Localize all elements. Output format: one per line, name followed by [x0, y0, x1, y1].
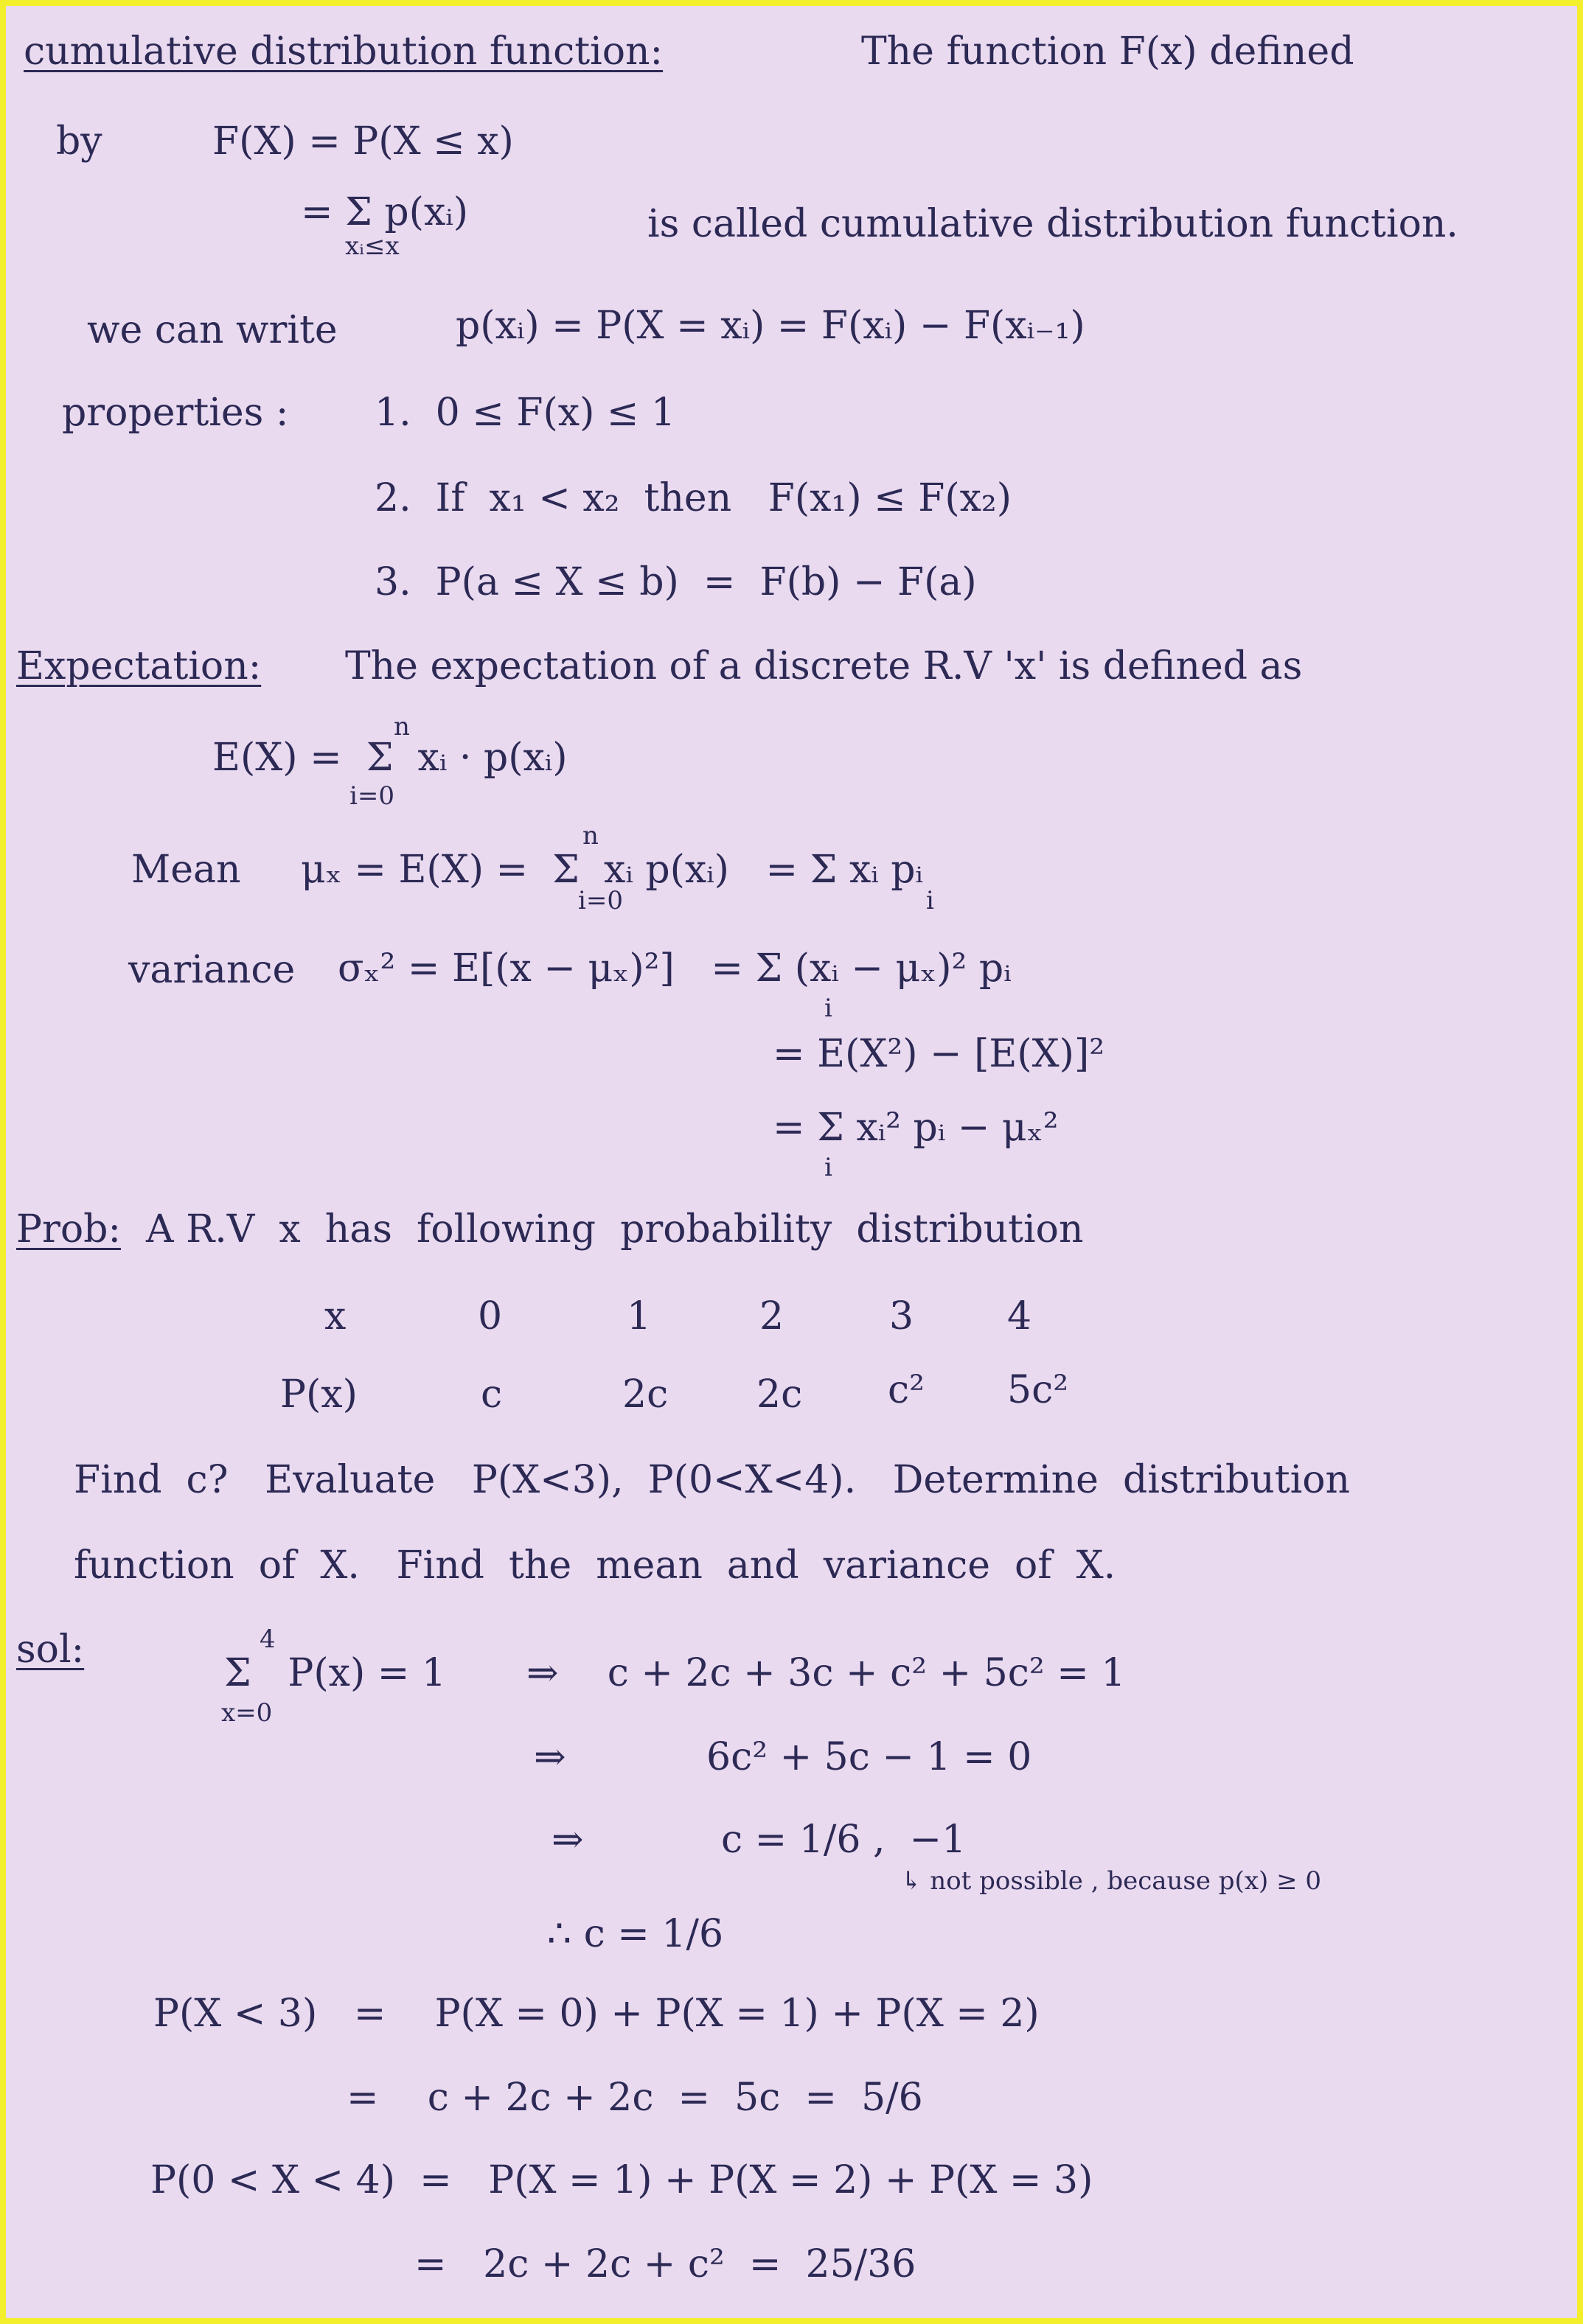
- table-p-value: c²: [888, 1368, 925, 1412]
- expectation-sum-upper: n: [394, 712, 410, 741]
- solution-step-2-arrow: ⇒: [534, 1735, 566, 1779]
- variance-sum-lower-1: i: [824, 994, 832, 1023]
- expectation-formula: E(X) = Σ xᵢ · p(xᵢ): [212, 736, 568, 780]
- properties-label: properties :: [62, 391, 289, 435]
- property-1: 1. 0 ≤ F(x) ≤ 1: [375, 391, 676, 435]
- mean-label: Mean: [131, 848, 241, 892]
- expectation-definition: The expectation of a discrete R.V 'x' is defined as: [345, 644, 1303, 688]
- variance-sum-lower-3: i: [824, 1153, 832, 1182]
- mean-sum-upper: n: [582, 821, 599, 851]
- variance-formula-2: = E(X²) − [E(X)]²: [773, 1032, 1105, 1076]
- p-0-x-4-line-1: P(0 < X < 4) = P(X = 1) + P(X = 2) + P(X = 3): [150, 2158, 1093, 2202]
- cdf-by: by: [56, 119, 102, 164]
- table-p-label: P(x): [280, 1372, 358, 1417]
- cdf-heading: cumulative distribution function:: [24, 29, 664, 74]
- find-line-2: function of X. Find the mean and variance of X.: [74, 1543, 1116, 1588]
- table-p-value: c: [481, 1372, 503, 1417]
- find-line-1: Find c? Evaluate P(X<3), P(0<X<4). Determine distribution: [74, 1458, 1351, 1502]
- property-3: 3. P(a ≤ X ≤ b) = F(b) − F(a): [375, 560, 977, 604]
- table-p-value: 2c: [622, 1372, 669, 1417]
- table-x-label: x: [324, 1294, 347, 1339]
- solution-sum: Σ P(x) = 1: [224, 1651, 446, 1695]
- mean-sum-lower: i=0: [578, 886, 623, 915]
- cdf-def-line2: = Σ p(xᵢ): [301, 190, 469, 234]
- cdf-def-line1: F(X) = P(X ≤ x): [212, 119, 514, 164]
- table-p-value: 2c: [756, 1372, 803, 1417]
- cdf-intro: The function F(x) defined: [861, 29, 1354, 74]
- table-p-value: 5c²: [1007, 1368, 1069, 1412]
- solution-step-3: c = 1/6 , −1: [721, 1818, 967, 1862]
- solution-c-value: ∴ c = 1/6: [547, 1912, 724, 1956]
- table-x-value: 1: [627, 1294, 652, 1339]
- solution-label: sol:: [16, 1627, 85, 1672]
- table-x-value: 0: [478, 1294, 503, 1339]
- problem-statement: A R.V x has following probability distribution: [146, 1207, 1084, 1252]
- problem-label: Prob:: [16, 1207, 121, 1252]
- cdf-called: is called cumulative distribution function.: [647, 202, 1458, 246]
- solution-step-3-note: ↳ not possible , because p(x) ≥ 0: [901, 1866, 1321, 1896]
- p-x-less-3-line-1: P(X < 3) = P(X = 0) + P(X = 1) + P(X = 2): [153, 1992, 1040, 2036]
- variance-formula-3: = Σ xᵢ² pᵢ − μₓ²: [773, 1106, 1059, 1150]
- we-can-write: we can write: [87, 308, 338, 352]
- p-0-x-4-line-2: = 2c + 2c + c² = 25/36: [414, 2242, 916, 2286]
- solution-step-2: 6c² + 5c − 1 = 0: [706, 1735, 1032, 1779]
- table-x-value: 2: [759, 1294, 784, 1339]
- solution-step-3-arrow: ⇒: [552, 1818, 584, 1862]
- solution-step-1: ⇒ c + 2c + 3c + c² + 5c² = 1: [526, 1651, 1126, 1695]
- solution-sum-lower: x=0: [221, 1698, 273, 1728]
- variance-formula-1: σₓ² = E[(x − μₓ)²] = Σ (xᵢ − μₓ)² pᵢ: [338, 946, 1012, 991]
- mean-formula: μₓ = E(X) = Σ xᵢ p(xᵢ) = Σ xᵢ pᵢ: [301, 848, 924, 892]
- table-x-value: 3: [889, 1294, 914, 1339]
- solution-sum-upper: 4: [260, 1625, 276, 1654]
- bleed-through-text: [1444, 15, 1554, 59]
- table-x-value: 4: [1007, 1294, 1032, 1339]
- pxi-formula: p(xᵢ) = P(X = xᵢ) = F(xᵢ) − F(xᵢ₋₁): [456, 304, 1085, 348]
- expectation-heading: Expectation:: [16, 644, 262, 688]
- p-x-less-3-line-2: = c + 2c + 2c = 5c = 5/6: [347, 2076, 923, 2120]
- variance-label: variance: [128, 948, 296, 992]
- mean-sum-lower-right: i: [926, 886, 934, 915]
- property-2: 2. If x₁ < x₂ then F(x₁) ≤ F(x₂): [375, 476, 1012, 520]
- expectation-sum-lower: i=0: [349, 781, 394, 811]
- cdf-sum-subscript: xᵢ≤x: [345, 231, 400, 261]
